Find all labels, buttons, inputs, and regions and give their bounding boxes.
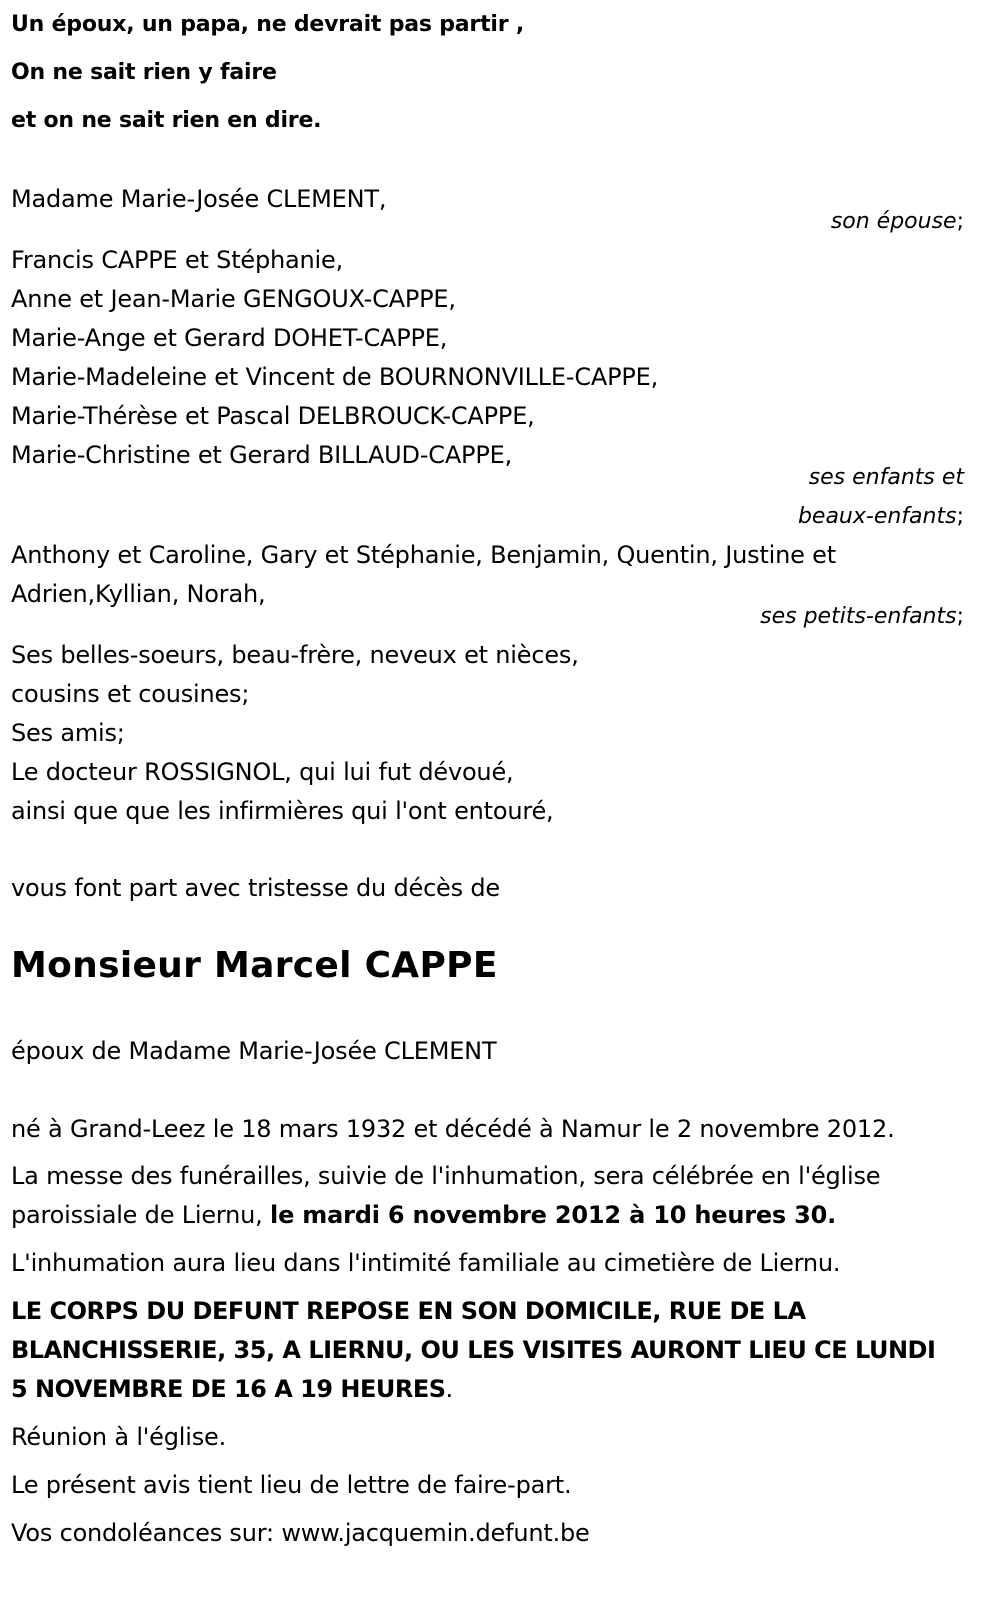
visitation-line-1: LE CORPS DU DEFUNT REPOSE EN SON DOMICILE, RUE DE LA [11, 1297, 806, 1325]
others-line-1: Ses belles-soeurs, beau-frère, neveux et nièces, [11, 641, 579, 669]
children-role-punct: ; [956, 504, 964, 529]
mass-datetime: le mardi 6 novembre 2012 à 10 heures 30. [270, 1201, 837, 1229]
poem-line-1: Un époux, un papa, ne devrait pas partir , [11, 12, 525, 37]
spouse-role-punct: ; [956, 209, 964, 234]
others-line-3: Ses amis; [11, 719, 125, 747]
child-line-1: Francis CAPPE et Stéphanie, [11, 246, 343, 274]
mass-line-2 [11, 1200, 836, 1230]
poem-line-3: et on ne sait rien en dire. [11, 108, 322, 133]
children-role-text: beaux-enfants [797, 504, 957, 529]
child-line-5: Marie-Thérèse et Pascal DELBROUCK-CAPPE, [11, 402, 535, 430]
mass-line-1: La messe des funérailles, suivie de l'inhumation, sera célébrée en l'église [11, 1162, 881, 1190]
meeting-info: Réunion à l'église. [11, 1423, 227, 1451]
condolences-label: Vos condoléances sur: [11, 1519, 282, 1547]
poem-line-2: On ne sait rien y faire [11, 60, 277, 85]
deceased-name: Monsieur Marcel CAPPE [11, 945, 498, 986]
children-role-line-1: ses enfants et [808, 465, 964, 490]
visitation-time: 5 NOVEMBRE DE 16 A 19 HEURES [11, 1375, 446, 1403]
birth-death-info: né à Grand-Leez le 18 mars 1932 et décédé à Namur le 2 novembre 2012. [11, 1115, 895, 1143]
child-line-6: Marie-Christine et Gerard BILLAUD-CAPPE, [11, 441, 512, 469]
grandchildren-line-1: Anthony et Caroline, Gary et Stéphanie, Benjamin, Quentin, Justine et [11, 541, 836, 569]
grandchildren-line-2: Adrien,Kyllian, Norah, [11, 580, 266, 608]
child-line-3: Marie-Ange et Gerard DOHET-CAPPE, [11, 324, 448, 352]
others-line-5: ainsi que que les infirmières qui l'ont entouré, [11, 797, 554, 825]
visitation-line-2: BLANCHISSERIE, 35, A LIERNU, OU LES VISITES AURONT LIEU CE LUNDI [11, 1336, 936, 1364]
burial-info: L'inhumation aura lieu dans l'intimité familiale au cimetière de Liernu. [11, 1249, 841, 1277]
spouse-role-text: son épouse [830, 209, 957, 234]
mass-location: paroissiale de Liernu, [11, 1201, 271, 1229]
spouse-name: Madame Marie-Josée CLEMENT, [11, 185, 387, 213]
condolences-link[interactable]: www.jacquemin.defunt.be [281, 1519, 590, 1547]
grandchildren-role-punct: ; [956, 604, 964, 629]
visitation-punct: . [445, 1375, 453, 1403]
announcement-intro: vous font part avec tristesse du décès de [11, 874, 500, 902]
grandchildren-role-text: ses petits-enfants [760, 604, 957, 629]
child-line-4: Marie-Madeleine et Vincent de BOURNONVILLE-CAPPE, [11, 363, 659, 391]
spouse-of: époux de Madame Marie-Josée CLEMENT [11, 1037, 497, 1065]
others-line-4: Le docteur ROSSIGNOL, qui lui fut dévoué, [11, 758, 514, 786]
condolences-line [11, 1518, 590, 1548]
child-line-2: Anne et Jean-Marie GENGOUX-CAPPE, [11, 285, 456, 313]
others-line-2: cousins et cousines; [11, 680, 250, 708]
grandchildren-role [760, 603, 964, 631]
spouse-role [831, 208, 964, 236]
notice-info: Le présent avis tient lieu de lettre de faire-part. [11, 1471, 572, 1499]
children-role-line-2 [798, 503, 964, 531]
visitation-line-3 [11, 1374, 453, 1404]
